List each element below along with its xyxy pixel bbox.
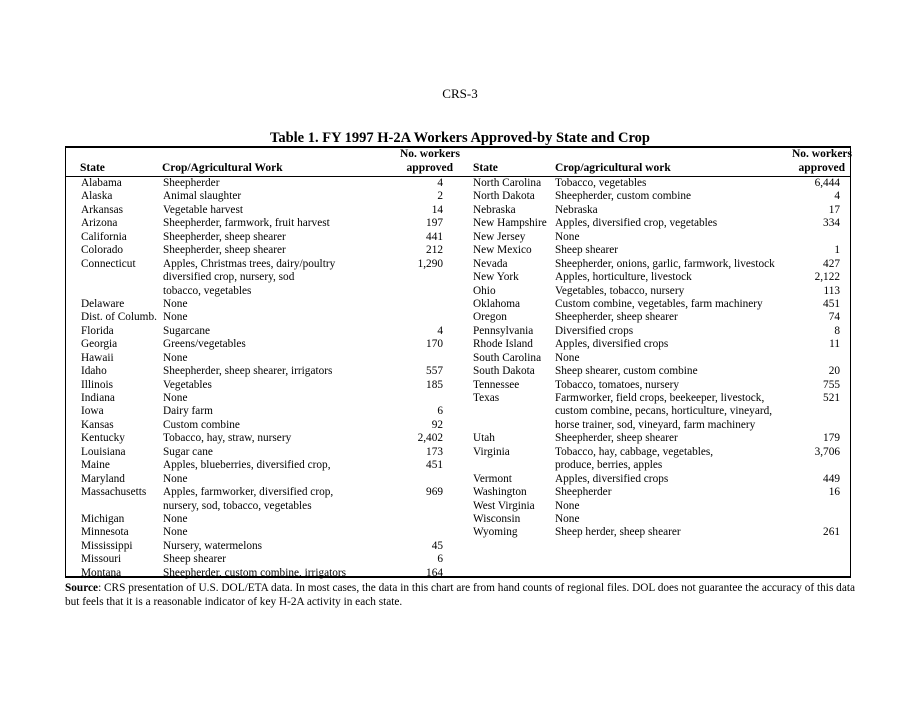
left-crop-cell: Sheepherder, custom combine, irrigators xyxy=(163,566,347,579)
left-crop-cell: tobacco, vegetables xyxy=(163,284,252,297)
left-state-cell: Delaware xyxy=(81,297,125,310)
left-crop-cell: Tobacco, hay, straw, nursery xyxy=(163,432,292,445)
header-workers-left-line2: approved xyxy=(406,162,453,174)
left-workers-cell: 45 xyxy=(431,539,443,552)
left-crop-cell: Sheepherder, farmwork, fruit harvest xyxy=(163,217,330,230)
left-state-cell: Hawaii xyxy=(81,351,114,364)
right-workers-cell xyxy=(770,500,840,513)
left-workers-cell: 4 xyxy=(437,324,443,337)
left-workers-cell xyxy=(380,311,443,324)
right-crop-cell: custom combine, pecans, horticulture, vineyard, xyxy=(555,405,773,418)
left-crop-cell: Dairy farm xyxy=(163,405,213,418)
source-label: Source xyxy=(65,582,99,594)
right-workers-cell: 3,706 xyxy=(814,445,840,458)
right-workers-cell xyxy=(770,513,840,526)
left-state-cell: Idaho xyxy=(81,365,107,378)
left-crop-cell: Custom combine xyxy=(163,418,240,431)
right-state-cell: Vermont xyxy=(473,472,512,485)
right-workers-cell: 521 xyxy=(823,392,840,404)
left-state-cell: Kansas xyxy=(81,418,114,431)
right-workers-cell: 1 xyxy=(834,244,840,257)
right-crop-cell: Custom combine, vegetables, farm machinery xyxy=(555,297,763,310)
left-state-cell: Arizona xyxy=(81,217,118,230)
right-workers-cell: 449 xyxy=(823,472,840,485)
left-state-cell: Michigan xyxy=(81,512,125,525)
right-crop-cell: Tobacco, hay, cabbage, vegetables, xyxy=(555,445,714,458)
left-crop-cell: None xyxy=(163,472,188,485)
left-crop-column xyxy=(163,177,393,580)
left-workers-cell: 557 xyxy=(426,365,443,378)
right-workers-cell: 20 xyxy=(828,365,840,378)
left-crop-cell: Sheepherder xyxy=(163,177,220,189)
left-state-cell: Alaska xyxy=(81,190,113,203)
right-workers-cell: 451 xyxy=(823,297,840,310)
header-workers-right-line1: No. workers xyxy=(791,148,852,160)
right-state-column xyxy=(473,177,555,540)
left-crop-cell: Nursery, watermelons xyxy=(163,539,263,552)
left-state-cell: Maine xyxy=(81,459,110,472)
source-text: : CRS presentation of U.S. DOL/ETA data. In most cases, the data in this chart are from hand counts of regional files. DOL does not guarantee the accuracy of this data but feels that it is a reasonable indicator of key H-2A activity in each state. xyxy=(65,582,855,608)
left-crop-cell: Sheep shearer xyxy=(163,553,227,566)
right-workers-column xyxy=(770,177,840,540)
left-state-cell: Louisiana xyxy=(81,445,126,458)
right-state-cell: Washington xyxy=(473,486,527,499)
right-crop-cell: Apples, diversified crop, vegetables xyxy=(555,217,718,230)
right-state-cell: South Carolina xyxy=(473,351,542,364)
left-workers-cell xyxy=(380,285,443,298)
left-state-cell: Arkansas xyxy=(81,203,124,216)
right-crop-cell: None xyxy=(555,351,580,364)
right-crop-cell: None xyxy=(555,512,580,525)
right-workers-cell: 334 xyxy=(823,217,840,230)
header-state-left: State xyxy=(80,162,105,174)
right-workers-cell: 2,122 xyxy=(814,271,840,284)
left-workers-cell: 1,290 xyxy=(417,257,443,270)
right-crop-cell: Apples, diversified crops xyxy=(555,472,669,485)
left-crop-cell: None xyxy=(163,526,188,539)
left-state-cell: Mississippi xyxy=(81,539,133,552)
right-crop-cell: None xyxy=(555,230,580,243)
left-workers-cell: 451 xyxy=(426,459,443,472)
right-crop-cell: Sheepherder xyxy=(555,486,612,499)
left-state-cell: Minnesota xyxy=(81,526,129,539)
left-state-cell: Iowa xyxy=(81,405,104,418)
left-state-cell: Montana xyxy=(81,566,122,579)
right-state-cell: Oklahoma xyxy=(473,297,521,310)
left-crop-cell: Sheepherder, sheep shearer xyxy=(163,230,286,243)
left-state-cell: Florida xyxy=(81,324,114,337)
left-workers-cell xyxy=(380,473,443,486)
left-workers-cell xyxy=(380,526,443,539)
right-state-cell: New York xyxy=(473,271,519,284)
right-state-cell: Rhode Island xyxy=(473,338,533,351)
left-workers-cell: 6 xyxy=(437,405,443,418)
left-state-cell: Dist. of Columb. xyxy=(81,311,157,324)
left-workers-column xyxy=(380,177,443,580)
left-workers-cell: 185 xyxy=(426,378,443,391)
header-crop-left: Crop/Agricultural Work xyxy=(162,162,283,174)
left-state-cell: Connecticut xyxy=(81,257,136,270)
right-workers-cell xyxy=(770,419,840,432)
left-state-cell xyxy=(81,500,161,513)
left-state-cell: Colorado xyxy=(81,244,124,257)
right-workers-cell xyxy=(770,405,840,418)
left-workers-cell xyxy=(380,352,443,365)
header-state-right: State xyxy=(473,162,498,174)
left-workers-cell xyxy=(380,513,443,526)
right-workers-cell: 179 xyxy=(823,432,840,445)
right-crop-cell: Nebraska xyxy=(555,203,598,216)
left-workers-cell: 2 xyxy=(437,190,443,203)
left-crop-cell: Apples, farmworker, diversified crop, xyxy=(163,486,334,499)
left-workers-cell: 2,402 xyxy=(417,432,443,445)
right-workers-cell: 261 xyxy=(823,526,840,539)
left-workers-cell xyxy=(380,298,443,311)
right-crop-cell: None xyxy=(555,499,580,512)
left-crop-cell: None xyxy=(163,351,188,364)
left-crop-cell: Apples, blueberries, diversified crop, xyxy=(163,459,331,472)
right-crop-cell: Sheepherder, custom combine xyxy=(555,190,692,203)
right-crop-column xyxy=(555,177,790,540)
left-state-cell: Illinois xyxy=(81,378,114,391)
left-state-cell: Massachusetts xyxy=(81,486,147,499)
left-workers-cell: 164 xyxy=(426,566,443,579)
right-crop-cell: Sheepherder, sheep shearer xyxy=(555,432,678,445)
left-state-cell: Kentucky xyxy=(81,432,125,445)
right-state-cell: South Dakota xyxy=(473,365,535,378)
right-state-cell: Pennsylvania xyxy=(473,324,534,337)
left-workers-cell: 197 xyxy=(426,217,443,230)
left-workers-cell: 4 xyxy=(437,177,443,189)
left-crop-cell: Sugar cane xyxy=(163,445,213,458)
right-workers-cell: 74 xyxy=(828,311,840,324)
right-state-cell: Ohio xyxy=(473,284,496,297)
right-state-cell: New Mexico xyxy=(473,244,532,257)
left-crop-cell: Sheepherder, sheep shearer xyxy=(163,244,286,257)
left-crop-cell: diversified crop, nursery, sod xyxy=(163,271,295,284)
left-workers-cell: 212 xyxy=(426,244,443,257)
left-workers-cell: 14 xyxy=(431,203,443,216)
right-workers-cell: 755 xyxy=(823,378,840,391)
right-state-cell xyxy=(473,419,555,432)
left-crop-cell: nursery, sod, tobacco, vegetables xyxy=(163,499,312,512)
left-state-cell: Maryland xyxy=(81,472,125,485)
left-crop-cell: Apples, Christmas trees, dairy/poultry xyxy=(163,257,336,270)
right-workers-cell: 6,444 xyxy=(814,177,840,189)
left-crop-cell: None xyxy=(163,311,188,324)
source-note xyxy=(65,582,855,609)
left-crop-cell: None xyxy=(163,297,188,310)
right-state-cell: Virginia xyxy=(473,445,510,458)
left-crop-cell: Animal slaughter xyxy=(163,190,242,203)
left-workers-cell xyxy=(380,271,443,284)
left-state-cell xyxy=(81,285,161,298)
left-workers-cell xyxy=(380,500,443,513)
right-workers-cell: 16 xyxy=(828,486,840,499)
header-workers-left-line1: No. workers xyxy=(399,148,460,160)
left-state-cell: Missouri xyxy=(81,553,122,566)
left-workers-cell xyxy=(380,392,443,405)
left-workers-cell: 170 xyxy=(426,338,443,351)
right-state-cell: Tennessee xyxy=(473,378,520,391)
left-state-cell xyxy=(81,271,161,284)
right-crop-cell: Apples, diversified crops xyxy=(555,338,669,351)
right-state-cell: New Jersey xyxy=(473,230,526,243)
right-crop-cell: Apples, horticulture, livestock xyxy=(555,271,692,284)
right-state-cell: Wyoming xyxy=(473,526,518,539)
right-crop-cell: Sheep herder, sheep shearer xyxy=(555,526,681,539)
left-crop-cell: Sheepherder, sheep shearer, irrigators xyxy=(163,365,333,378)
right-crop-cell: Sheep shearer, custom combine xyxy=(555,365,698,378)
left-workers-cell: 969 xyxy=(426,486,443,499)
right-state-cell: Nebraska xyxy=(473,203,516,216)
right-crop-cell: Tobacco, tomatoes, nursery xyxy=(555,378,680,391)
right-state-cell: North Dakota xyxy=(473,190,535,203)
right-workers-cell: 4 xyxy=(834,190,840,203)
left-workers-cell: 6 xyxy=(437,553,443,566)
right-crop-cell: Vegetables, tobacco, nursery xyxy=(555,284,685,297)
right-state-cell xyxy=(473,405,555,418)
header-crop-right: Crop/agricultural work xyxy=(555,162,671,174)
left-workers-cell: 92 xyxy=(431,418,443,431)
left-state-column xyxy=(81,177,161,580)
left-crop-cell: Sugarcane xyxy=(163,324,211,337)
left-workers-cell: 173 xyxy=(426,445,443,458)
right-workers-cell: 11 xyxy=(829,338,840,351)
right-workers-cell: 8 xyxy=(834,324,840,337)
right-state-cell: Texas xyxy=(473,392,500,404)
right-crop-cell: Sheepherder, onions, garlic, farmwork, livestock xyxy=(555,257,775,270)
right-state-cell xyxy=(473,459,555,472)
left-workers-cell: 441 xyxy=(426,230,443,243)
right-workers-cell: 427 xyxy=(823,257,840,270)
right-workers-cell xyxy=(770,352,840,365)
right-crop-cell: horse trainer, sod, vineyard, farm machinery xyxy=(555,418,756,431)
table-title: Table 1. FY 1997 H-2A Workers Approved-by State and Crop xyxy=(269,130,650,146)
left-state-cell: Indiana xyxy=(81,392,115,404)
left-crop-cell: Vegetables xyxy=(163,378,212,391)
left-crop-cell: Greens/vegetables xyxy=(163,338,246,351)
right-workers-cell: 17 xyxy=(828,203,840,216)
right-state-cell: New Hampshire xyxy=(473,217,547,230)
right-crop-cell: Tobacco, vegetables xyxy=(555,177,647,189)
right-state-cell: North Carolina xyxy=(473,177,542,189)
right-state-cell: Utah xyxy=(473,432,495,445)
right-workers-cell xyxy=(770,231,840,244)
right-workers-cell: 113 xyxy=(823,284,840,297)
right-crop-cell: produce, berries, apples xyxy=(555,459,663,472)
right-crop-cell: Farmworker, field crops, beekeeper, livestock, xyxy=(555,392,765,404)
left-crop-cell: None xyxy=(163,392,188,404)
left-crop-cell: Vegetable harvest xyxy=(163,203,243,216)
right-crop-cell: Diversified crops xyxy=(555,324,634,337)
left-crop-cell: None xyxy=(163,512,188,525)
left-state-cell: Alabama xyxy=(81,177,122,189)
right-crop-cell: Sheepherder, sheep shearer xyxy=(555,311,678,324)
left-state-cell: California xyxy=(81,230,127,243)
right-state-cell: Oregon xyxy=(473,311,507,324)
right-state-cell: Nevada xyxy=(473,257,508,270)
right-crop-cell: Sheep shearer xyxy=(555,244,619,257)
right-workers-cell xyxy=(770,459,840,472)
header-workers-right-line2: approved xyxy=(798,162,845,174)
right-state-cell: West Virginia xyxy=(473,499,535,512)
right-state-cell: Wisconsin xyxy=(473,512,521,525)
page-number: CRS-3 xyxy=(442,86,478,101)
left-state-cell: Georgia xyxy=(81,338,118,351)
